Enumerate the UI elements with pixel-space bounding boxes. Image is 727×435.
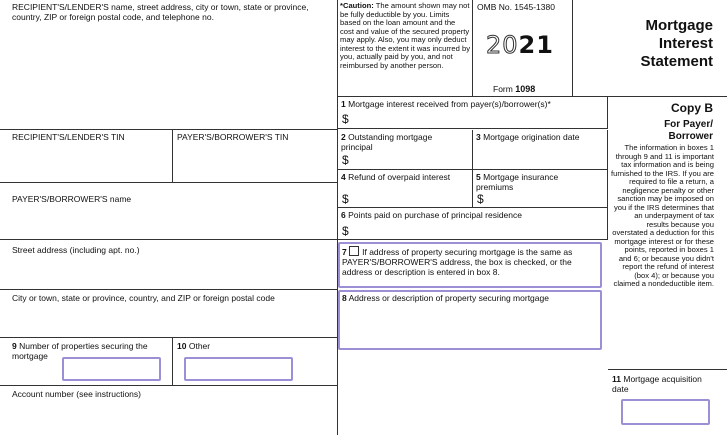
caution-cell: [338, 0, 473, 96]
box-7-label: [342, 246, 598, 277]
box-11-text: Mortgage acquisition date: [612, 374, 702, 394]
recipient-name-label: RECIPIENT'S/LENDER'S name, street address, city or town, state or province, country, ZIP or foreign postal code, and telephone no.: [12, 2, 309, 22]
tax-year-prefix: 20: [486, 31, 519, 59]
box-1-label: [341, 100, 551, 110]
form-prefix: Form: [493, 84, 513, 94]
box-1: [338, 96, 608, 129]
box-4-text: Refund of overpaid interest: [348, 172, 451, 182]
recipient-name-cell: [0, 0, 338, 130]
copy-b-cell: [608, 96, 727, 369]
form-number: [493, 84, 535, 95]
title-line-2: Interest: [658, 35, 713, 52]
box-10-number: 10: [177, 341, 187, 351]
street-address-cell: [0, 240, 338, 290]
box-11-label: [612, 375, 702, 395]
caution-heading: *Caution:: [340, 1, 374, 10]
omb-cell: [473, 0, 573, 96]
box-8-text: Address or description of property securing mortgage: [348, 293, 549, 303]
form-title: [640, 17, 713, 71]
street-address-label: Street address (including apt. no.): [12, 245, 140, 255]
box-4: [338, 170, 473, 208]
payer-tin-cell: [173, 130, 338, 183]
box-11-number: 11: [612, 374, 621, 384]
box-2-number: 2: [341, 132, 346, 142]
box-9-number: 9: [12, 341, 17, 351]
box-8-field[interactable]: [338, 290, 602, 350]
recipient-tin-cell: [0, 130, 173, 183]
copy-b-for-line-1: For Payer/: [664, 119, 713, 130]
box-4-label: [341, 173, 461, 183]
box-5: [473, 170, 608, 208]
box-4-number: 4: [341, 172, 346, 182]
tax-year-suffix: 21: [518, 31, 554, 59]
box-11-input[interactable]: [621, 399, 710, 425]
box-9-text: Number of properties securing the mortgage: [12, 341, 148, 361]
box-5-currency: $: [477, 192, 484, 206]
payer-name-cell: [0, 183, 338, 240]
copy-b-text: The information in boxes 1 through 9 and 11 is important tax information and is being furnished to the IRS. If you are required to file a return, a negligence penalty or other sanction may be imposed on you if the IRS determines that an underpayment of tax results because you overstated a deduction for this mortgage interest or for these points, reported in boxes 1 and 6; or because you didn't report the refund of interest (box 4); or because you claimed a nondeductible item.: [611, 143, 714, 288]
box-1-currency: $: [342, 112, 349, 126]
box-3: [473, 130, 608, 170]
form-number-value: 1098: [515, 84, 536, 94]
box-3-text: Mortgage origination date: [483, 132, 580, 142]
city-cell: [0, 290, 338, 338]
box-1-number: 1: [341, 99, 346, 109]
box-5-number: 5: [476, 172, 481, 182]
omb-number: OMB No. 1545-1380: [477, 2, 555, 12]
box-6-currency: $: [342, 224, 349, 238]
box-9-input[interactable]: [62, 357, 161, 381]
box-2-currency: $: [342, 153, 349, 167]
payer-tin-label: PAYER'S/BORROWER'S TIN: [177, 132, 289, 142]
title-line-3: Statement: [640, 53, 713, 70]
box-6-number: 6: [341, 210, 346, 220]
city-label: City or town, state or province, country, and ZIP or foreign postal code: [12, 293, 275, 303]
box-2: [338, 130, 473, 170]
box-10-input[interactable]: [184, 357, 293, 381]
box-7-text: If address of property securing mortgage is the same as PAYER'S/BORROWER'S address, the box is checked, or the address or description is entered in box 8.: [342, 247, 573, 277]
copy-b-heading: Copy B: [671, 101, 713, 115]
payer-name-label: PAYER'S/BORROWER'S name: [12, 194, 132, 204]
box-2-label: [341, 133, 466, 153]
box-10-label: [177, 342, 210, 352]
box-2-text: Outstanding mortgage principal: [341, 132, 433, 152]
recipient-tin-label: RECIPIENT'S/LENDER'S TIN: [12, 132, 125, 142]
box-10-text: Other: [188, 341, 211, 351]
title-line-1: Mortgage: [645, 17, 713, 34]
box-6-text: Points paid on purchase of principal residence: [348, 210, 522, 220]
caution-text: [340, 2, 471, 70]
box-1-text: Mortgage interest received from payer(s)/borrower(s)*: [348, 99, 551, 109]
account-number-label: Account number (see instructions): [12, 389, 141, 399]
box-3-number: 3: [476, 132, 481, 142]
box-7-checkbox[interactable]: [349, 246, 359, 256]
box-7-number: 7: [342, 247, 347, 257]
box-5-label: [476, 173, 596, 193]
box-7-field[interactable]: [338, 242, 602, 288]
box-3-label: [476, 133, 580, 143]
copy-b-for-line-2: Borrower: [668, 131, 713, 142]
box-6: [338, 208, 608, 240]
box-8-label: [342, 294, 549, 304]
box-8-number: 8: [342, 293, 347, 303]
caution-body: The amount shown may not be fully deductible by you. Limits based on the loan amount and the cost and value of the secured property may apply. Also, you may only deduct interest to the extent it was incurred by you, actually paid by you, and not reimbursed by another person.: [340, 1, 471, 70]
account-number-cell: [0, 386, 338, 435]
box-5-text: Mortgage insurance premiums: [476, 172, 559, 192]
box-6-label: [341, 211, 522, 221]
box-4-currency: $: [342, 192, 349, 206]
tax-year: [486, 32, 554, 60]
